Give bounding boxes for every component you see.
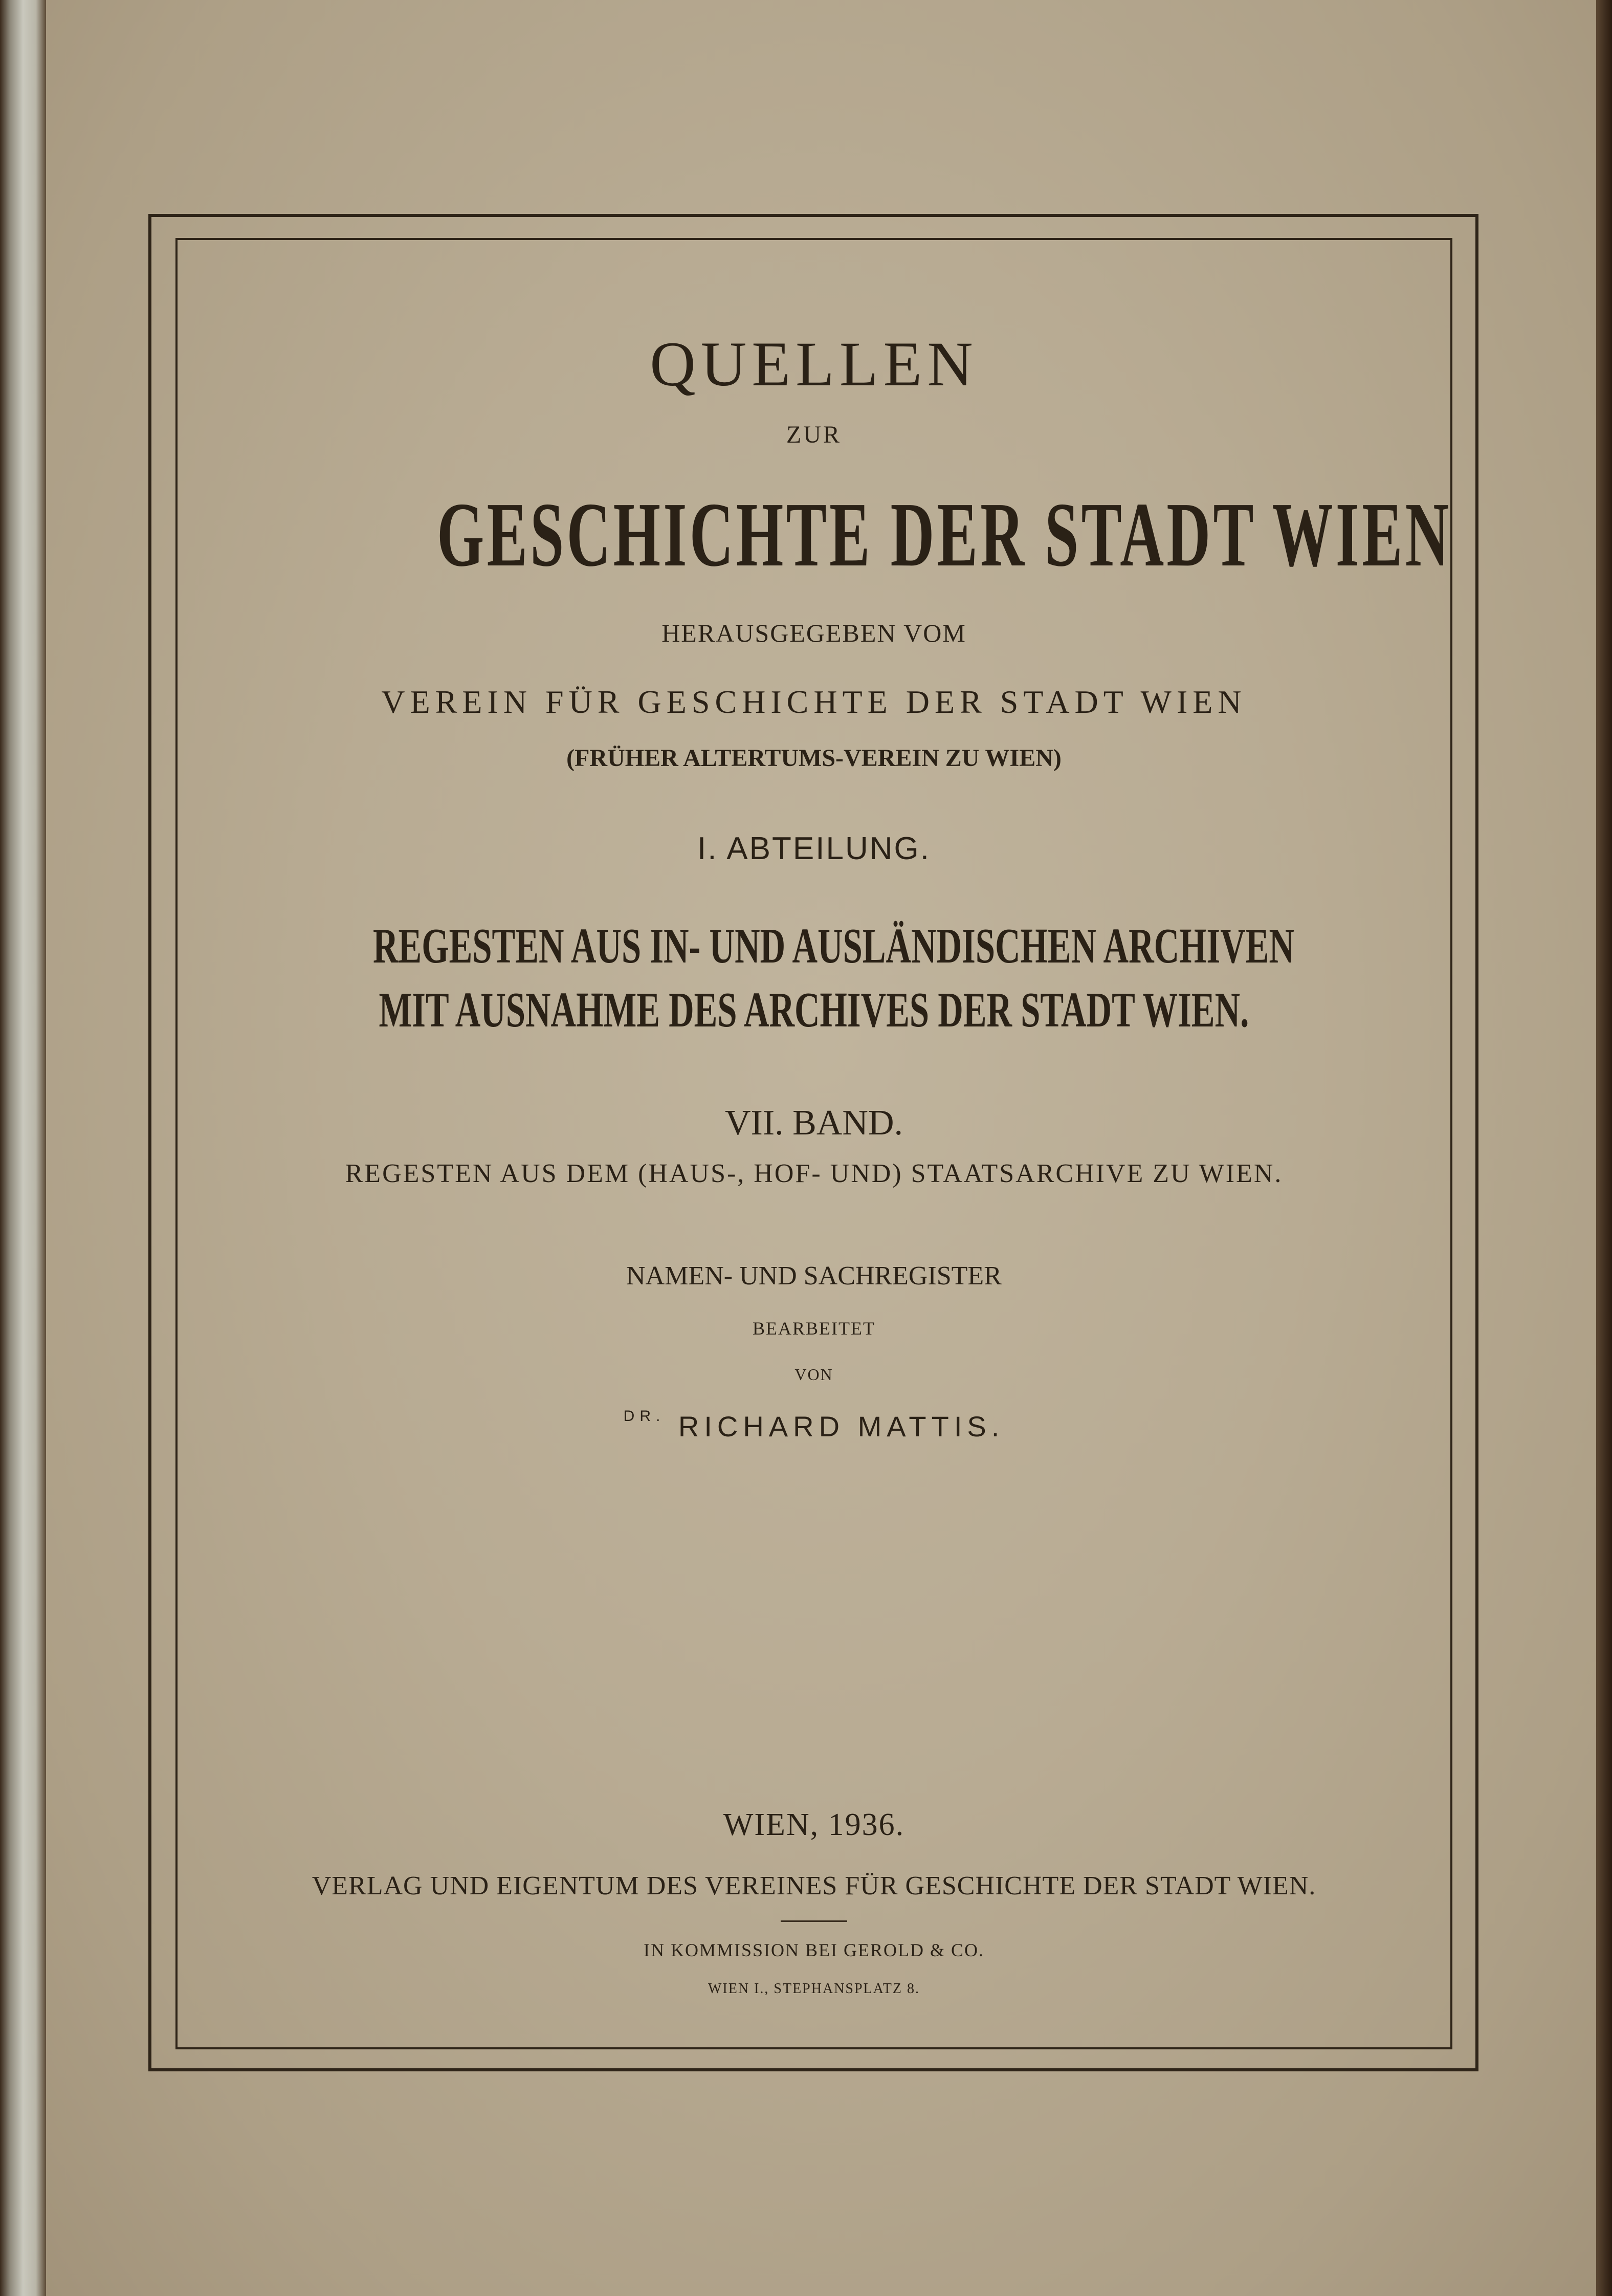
editor-intro: HERAUSGEGEBEN VOM bbox=[661, 619, 966, 647]
author-line bbox=[175, 1409, 1452, 1441]
series-line-2-wrapper bbox=[175, 982, 1452, 1038]
by-label: VON bbox=[794, 1365, 833, 1384]
book-binding-right-edge bbox=[1596, 0, 1612, 2296]
division-heading: I. ABTEILUNG. bbox=[697, 831, 931, 866]
edited-label: BEARBEITET bbox=[753, 1318, 875, 1339]
imprint-publisher: VERLAG UND EIGENTUM DES VEREINES FÜR GESCHICHTE DER STADT WIEN. bbox=[312, 1871, 1316, 1900]
title-subject-wrapper bbox=[175, 484, 1452, 585]
author-title: DR. bbox=[623, 1408, 666, 1425]
book-binding-left-edge bbox=[0, 0, 46, 2296]
series-line-1-wrapper bbox=[175, 919, 1452, 974]
title-subject: GESCHICHTE DER STADT WIEN bbox=[436, 484, 1452, 585]
title-main: QUELLEN bbox=[650, 329, 978, 399]
editor-former-name: (FRÜHER ALTERTUMS-VEREIN ZU WIEN) bbox=[566, 745, 1062, 772]
imprint-address: WIEN I., STEPHANSPLATZ 8. bbox=[708, 1981, 920, 1997]
register-title: NAMEN- UND SACHREGISTER bbox=[626, 1261, 1002, 1291]
imprint-divider-rule bbox=[781, 1920, 847, 1922]
imprint-commission: IN KOMMISSION BEI GEROLD & CO. bbox=[643, 1940, 984, 1960]
series-line-2: MIT AUSNAHME DES ARCHIVES DER STADT WIEN. bbox=[379, 982, 1249, 1038]
title-connector: ZUR bbox=[786, 421, 842, 448]
volume-subtitle: REGESTEN AUS DEM (HAUS-, HOF- UND) STAATSARCHIVE ZU WIEN. bbox=[345, 1159, 1283, 1188]
volume-heading: VII. BAND. bbox=[724, 1103, 903, 1143]
editor-name: VEREIN FÜR GESCHICHTE DER STADT WIEN bbox=[381, 684, 1247, 720]
author-name: RICHARD MATTIS. bbox=[678, 1410, 1005, 1442]
series-line-1: REGESTEN AUS IN- UND AUSLÄNDISCHEN ARCHIVEN bbox=[372, 919, 1295, 974]
imprint-place-year: WIEN, 1936. bbox=[723, 1807, 905, 1842]
